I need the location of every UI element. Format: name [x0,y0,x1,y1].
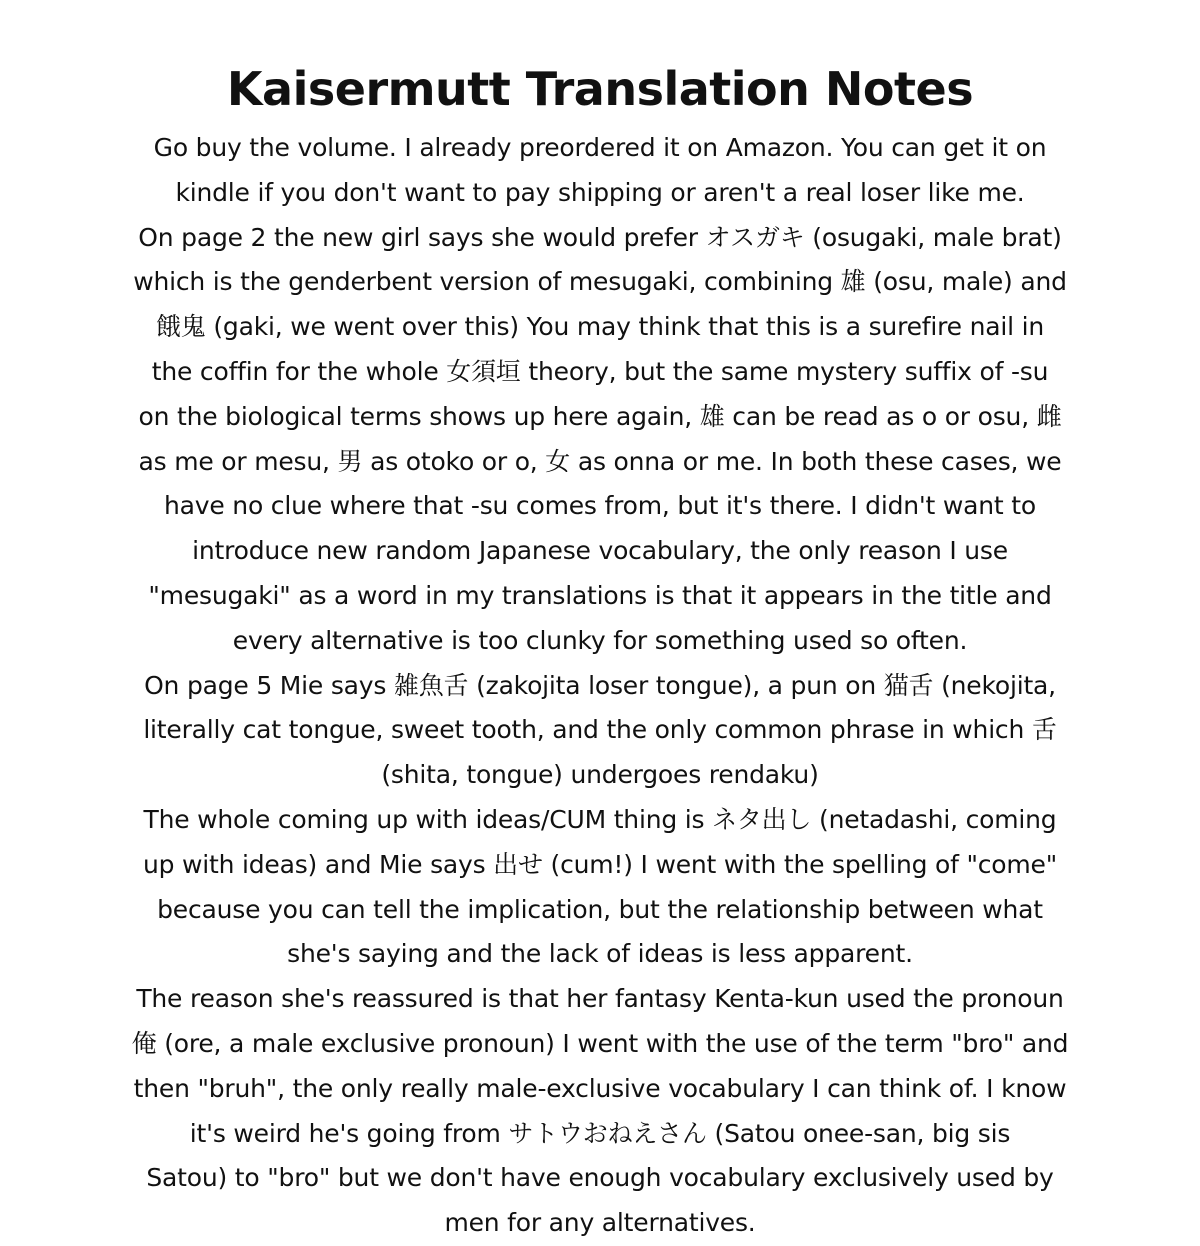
paragraph-page-5-note [60,664,1140,798]
text-line: Satou) to "bro" but we don't have enough vocabulary exclusively used by [146,1163,1054,1193]
page-title: Kaisermutt Translation Notes [226,62,974,116]
paragraph-buy-volume [60,126,1140,216]
text-line: then "bruh", the only really male-exclusive vocabulary I can think of. I know [133,1073,1067,1103]
notes-body [60,126,1140,1246]
text-line: kindle if you don't want to pay shipping or aren't a real loser like me. [175,177,1025,207]
text-line: the coffin for the whole 女須垣 theory, but the same mystery suffix of -su [151,356,1049,386]
text-line: 餓鬼 (gaki, we went over this) You may think that this is a surefire nail in [156,312,1044,342]
text-line: it's weird he's going from サトウおねえさん (Satou onee-san, big sis [189,1118,1011,1148]
paragraph-ideas-note [60,798,1140,977]
text-line: The reason she's reassured is that her fantasy Kenta-kun used the pronoun [136,984,1064,1014]
text-line: Go buy the volume. I already preordered it on Amazon. You can get it on [153,133,1047,162]
text-line: (shita, tongue) undergoes rendaku) [381,760,819,790]
text-line: every alternative is too clunky for something used so often. [232,625,968,655]
paragraph-pronoun-note [60,977,1140,1246]
text-line: "mesugaki" as a word in my translations is that it appears in the title and [148,580,1052,610]
text-line: she's saying and the lack of ideas is less apparent. [287,939,913,969]
text-line: have no clue where that -su comes from, but it's there. I didn't want to [164,491,1036,521]
paragraph-page-2-note [60,216,1140,664]
text-line: up with ideas) and Mie says 出せ (cum!) I went with the spelling of "come" [142,849,1058,879]
text-line: The whole coming up with ideas/CUM thing is ネタ出し (netadashi, coming [143,804,1057,834]
text-line: On page 5 Mie says 雑魚舌 (zakojita loser tongue), a pun on 猫舌 (nekojita, [144,670,1056,700]
text-line: On page 2 the new girl says she would prefer オスガキ (osugaki, male brat) [138,222,1062,252]
text-line: as me or mesu, 男 as otoko or o, 女 as onna or me. In both these cases, we [138,446,1062,476]
text-line: men for any alternatives. [444,1208,756,1238]
text-line: introduce new random Japanese vocabulary, the only reason I use [192,536,1008,566]
text-line: on the biological terms shows up here again, 雄 can be read as o or osu, 雌 [138,401,1062,431]
text-line: 俺 (ore, a male exclusive pronoun) I went with the use of the term "bro" and [131,1028,1069,1058]
text-line: literally cat tongue, sweet tooth, and the only common phrase in which 舌 [143,715,1057,745]
text-line: because you can tell the implication, but the relationship between what [157,894,1043,924]
text-line: which is the genderbent version of mesugaki, combining 雄 (osu, male) and [133,267,1067,297]
